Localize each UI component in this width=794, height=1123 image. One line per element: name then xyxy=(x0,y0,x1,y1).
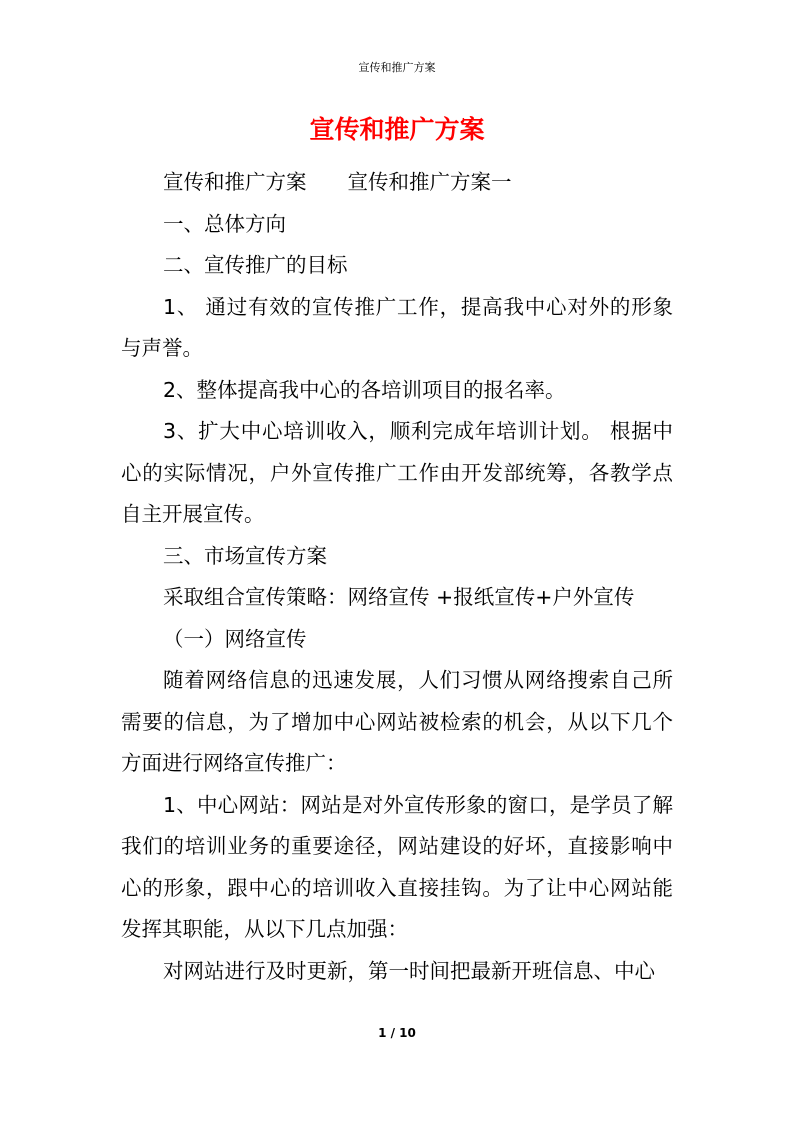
paragraph: 一、总体方向 xyxy=(163,211,286,236)
document-body xyxy=(121,162,673,992)
paragraph: 宣传和推广方案 宣传和推广方案一 xyxy=(163,170,512,194)
paragraph: 1、 通过有效的宣传推广工作，提高我中心对外的形象与声誉。 xyxy=(121,294,673,360)
document-title: 宣传和推广方案 xyxy=(309,115,485,144)
page-number: 1 / 10 xyxy=(378,1026,416,1040)
paragraph: 2、整体提高我中心的各培训项目的报名率。 xyxy=(163,377,566,402)
paragraph: 3、扩大中心培训收入，顺利完成年培训计划。 根据中心的实际情况，户外宣传推广工作由开发部统筹，各教学点自主开展宣传。 xyxy=(121,419,673,526)
paragraph: 随着网络信息的迅速发展，人们习惯从网络搜索自己所需要的信息，为了增加中心网站被检索的机会，从以下几个方面进行网络宣传推广： xyxy=(121,668,673,775)
paragraph: 采取组合宣传策略：网络宣传 +报纸宣传+户外宣传 xyxy=(163,585,635,609)
paragraph: 对网站进行及时更新，第一时间把最新开班信息、中心 xyxy=(163,958,655,983)
running-header: 宣传和推广方案 xyxy=(358,61,436,74)
paragraph: （一）网络宣传 xyxy=(163,626,307,651)
paragraph: 1、中心网站：网站是对外宣传形象的窗口，是学员了解我们的培训业务的重要途径，网站建设的好坏，直接影响中心的形象，跟中心的培训收入直接挂钩。为了让中心网站能发挥其职能，从以下几点加强： xyxy=(121,792,673,941)
paragraph: 二、宣传推广的目标 xyxy=(163,253,348,277)
paragraph: 三、市场宣传方案 xyxy=(163,543,327,568)
